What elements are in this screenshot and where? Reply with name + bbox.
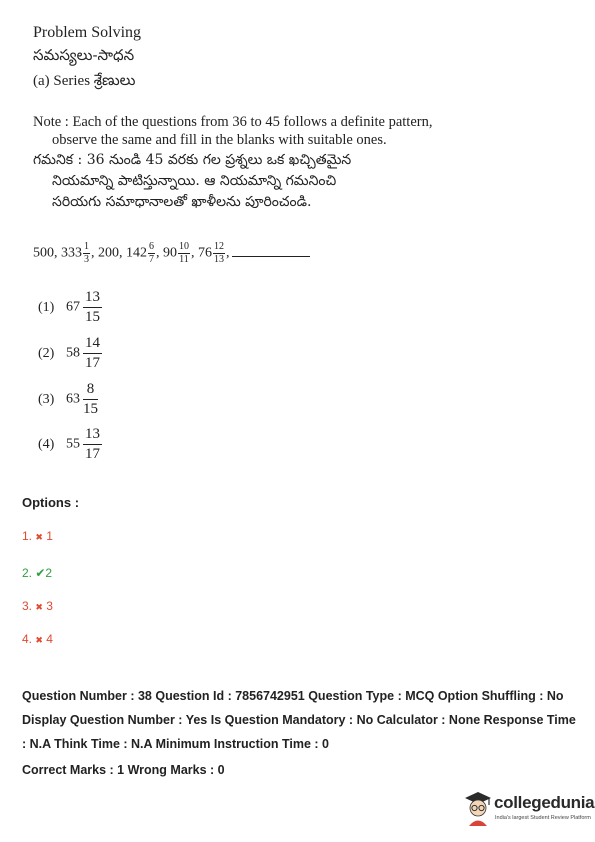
choice-label: (4) [38,436,55,452]
note-english-line2: observe the same and fill in the blanks with suitable ones. [52,132,387,148]
title-telugu: సమస్యలు-సాధన [33,46,135,64]
choice-whole: 63 [66,391,80,407]
check-icon: ✔ [35,566,46,580]
choice-1 [38,290,102,325]
series-fraction: $\frac{12}{13}$ [214,241,224,265]
choice-label: (2) [38,345,55,361]
series-fraction: $\frac{10}{11}$ [179,241,189,265]
brand-tagline: India's largest Student Review Platform [495,815,591,821]
cross-icon: ✖ [35,635,43,645]
cross-icon: ✖ [35,532,43,542]
brand-name: collegedunia [494,793,595,812]
option-item-1: 1. ✖ 1 [22,529,53,543]
cross-icon: ✖ [35,602,43,612]
series-term: , 90 [156,245,177,261]
choice-whole: 58 [66,345,80,361]
title-english: Problem Solving [33,24,142,41]
choice-3 [38,382,98,417]
answer-blank [232,255,310,257]
option-item-2: 2. ✔2 [22,566,53,580]
choice-fraction: $\frac{13}{15}$ [85,289,100,325]
mascot-logo-icon [461,788,495,828]
note-telugu-line2: నియమాన్ని పాటిస్తున్నాయి. ఆ నియమాన్ని గమనించి [52,173,337,189]
note-telugu-line1: గమనిక : 36 నుండి 45 వరకు గల ప్రశ్నలు ఒక ఖచ్చితమైన [33,152,352,168]
series-term: , 76 [191,245,212,261]
question-meta-line2: Display Question Number : Yes Is Question Mandatory : No Calculator : None Response Time [22,713,576,727]
option-item-3: 3. ✖ 3 [22,599,53,613]
choice-whole: 55 [66,436,80,452]
question-meta-line1: Question Number : 38 Question Id : 7856742951 Question Type : MCQ Option Shuffling : No [22,689,564,703]
choice-whole: 67 [66,299,80,315]
option-item-4: 4. ✖ 4 [22,632,53,646]
choice-fraction: $\frac{13}{17}$ [85,426,100,462]
question-series [33,242,310,265]
section-heading: (a) Series శ్రేణులు [33,73,136,89]
note-telugu-line3: సరియగు సమాధానాలతో ఖాళీలను పూరించండి. [52,194,312,210]
series-term: 500, 333 [33,245,82,261]
choice-4 [38,427,102,462]
note-english-line1: Note : Each of the questions from 36 to 45 follows a definite pattern, [33,114,433,130]
series-term: , 200, 142 [91,245,147,261]
series-term: , [226,245,230,261]
choice-2 [38,336,102,371]
options-heading: Options : [22,495,80,510]
series-fraction: $\frac{1}{3}$ [84,241,89,265]
question-meta-line3: : N.A Think Time : N.A Minimum Instruction Time : 0 [22,737,329,751]
choice-label: (3) [38,391,55,407]
choice-fraction: $\frac{8}{15}$ [83,381,98,417]
series-fraction: $\frac{6}{7}$ [149,241,154,265]
choice-fraction: $\frac{14}{17}$ [85,335,100,371]
choice-label: (1) [38,299,55,315]
marks-info: Correct Marks : 1 Wrong Marks : 0 [22,763,225,777]
